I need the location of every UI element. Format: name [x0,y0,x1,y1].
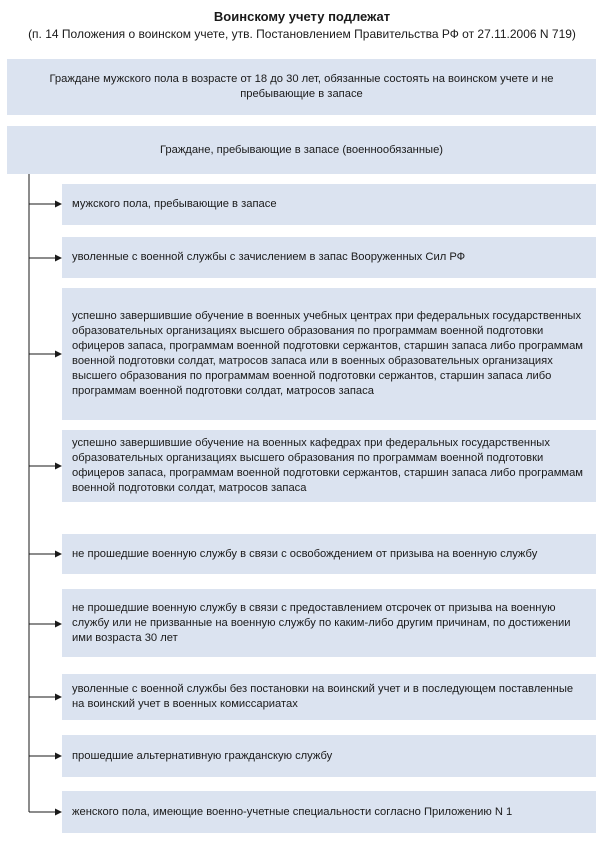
category-text: прошедшие альтернативную гражданскую службу [72,749,333,762]
category-text: уволенные с военной службы без постановки на воинский учет и в последующем поставленные на воинский учет в военных комиссариатах [72,683,574,710]
category-box [62,674,596,720]
category-box [62,589,596,657]
category-box [62,237,596,278]
category-text: успешно завершившие обучение в военных учебных центрах при федеральных государственных образовательных организациях высшего образования по программам военной подготовки офицеров запаса, программам военной подготовки сержантов, старшин запаса либо программам военной подготовки солдат, матросов запаса или в военных образовательных организациях высшего образования по программам военной подготовки сержантов, старшин запаса либо программам военной подготовки солдат, матросов запаса [72,310,583,397]
category-text: мужского пола, пребывающие в запасе [72,198,277,210]
category-text: не прошедшие военную службу в связи с освобождением от призыва на военную службу [72,547,538,560]
category-box [62,735,596,777]
group-box-non-reserve-text: Граждане мужского пола в возрасте от 18 до 30 лет, обязанные состоять на воинском учете и не пребывающие в запасе [49,73,554,100]
category-text: не прошедшие военную службу в связи с предоставлением отсрочек от призыва на военную службу или не призванные на военную службу по каким-либо другим причинам, по достижении ими возраста 30 лет [72,601,571,644]
diagram-title: Воинскому учету подлежат [213,9,391,24]
category-text: женского пола, имеющие военно-учетные специальности согласно Приложению N 1 [72,805,513,818]
diagram-subtitle: (п. 14 Положения о воинском учете, утв. Постановлением Правительства РФ от 27.11.2006 N 719) [28,27,576,41]
category-box [62,791,596,833]
category-text: успешно завершившие обучение на военных кафедрах при федеральных государственных образовательных организациях высшего образования по программам военной подготовки офицеров запаса, программам военной подготовки сержантов, старшин запаса либо программам военной подготовки солдат, матросов запаса [72,437,583,494]
group-box-reserve-text: Граждане, пребывающие в запасе (военнообязанные) [159,143,444,156]
category-box [62,430,596,502]
category-text: уволенные с военной службы с зачислением в запас Вооруженных Сил РФ [72,251,466,263]
category-box [62,534,596,574]
category-box [62,184,596,225]
category-box [62,288,596,420]
